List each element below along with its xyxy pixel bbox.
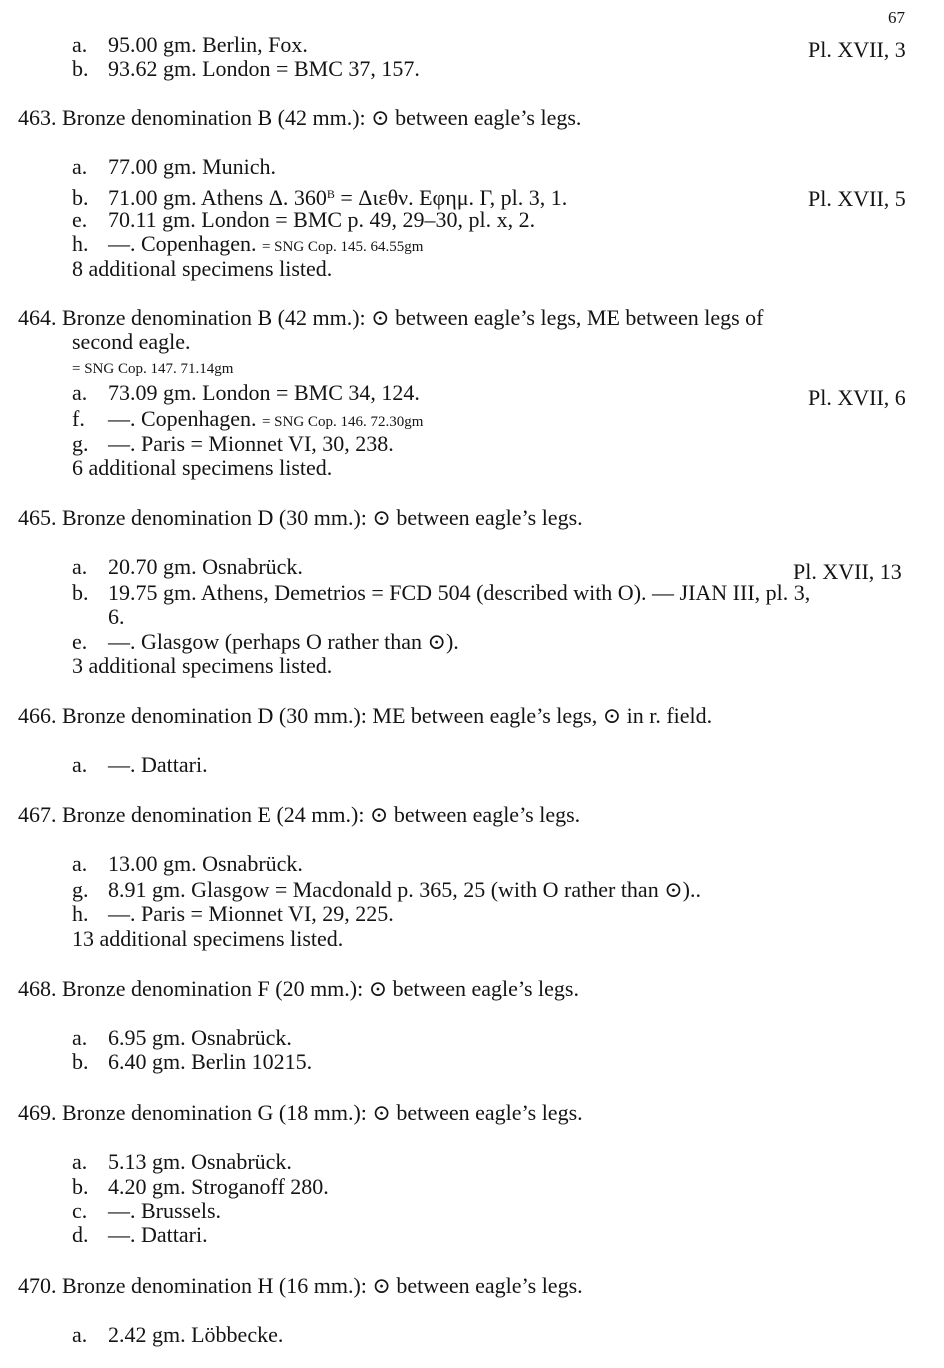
superscript: B: [326, 187, 335, 201]
entry-text: —. Copenhagen.: [108, 406, 257, 431]
page-number: 67: [888, 8, 905, 27]
entry-label: b.: [72, 1049, 89, 1074]
entry-label: a.: [72, 851, 88, 876]
entry: [72, 33, 308, 57]
entry: [72, 1199, 221, 1223]
catalog-number: 470.: [18, 1273, 57, 1298]
catalog-number: 464.: [18, 305, 57, 330]
heading-text: Bronze denomination G (18 mm.): ⊙ between eagle’s legs.: [62, 1100, 583, 1125]
entry-text: 95.00 gm. Berlin, Fox.: [108, 32, 308, 57]
sng-note: = SNG Cop. 147. 71.14gm: [72, 361, 234, 377]
entry-text: 71.00 gm. Athens Δ. 360: [108, 185, 327, 210]
entry: [72, 1175, 329, 1199]
plate-reference: Pl. XVII, 6: [808, 385, 906, 410]
entry: [72, 182, 567, 210]
entry-text: 70.11 gm. London = BMC p. 49, 29–30, pl. x, 2.: [108, 207, 536, 232]
entry: [72, 630, 459, 654]
entry-continuation: 6.: [108, 604, 125, 629]
entry: [72, 878, 701, 902]
entry-label: a.: [72, 154, 88, 179]
heading-text: Bronze denomination E (24 mm.): ⊙ between eagle’s legs.: [62, 802, 581, 827]
entry-label: c.: [72, 1198, 88, 1223]
heading-text: Bronze denomination D (30 mm.): ΜΕ between eagle’s legs, ⊙ in r. field.: [62, 703, 713, 728]
entry-text: 93.62 gm. London = BMC 37, 157.: [108, 56, 420, 81]
entry-label: h.: [72, 901, 89, 926]
entry-text: 19.75 gm. Athens, Demetrios = FCD 504 (described with O). — JIAN III, pl. 3,: [108, 580, 811, 605]
plate-reference: Pl. XVII, 5: [808, 186, 906, 211]
entry-text: 13.00 gm. Osnabrück.: [108, 851, 303, 876]
catalog-heading: [18, 803, 580, 827]
entry-label: g.: [72, 877, 89, 902]
catalog-heading: [18, 306, 763, 330]
entry-text: 20.70 gm. Osnabrück.: [108, 554, 303, 579]
entry-label: g.: [72, 431, 89, 456]
entry-text: —. Dattari.: [108, 1222, 208, 1247]
catalog-heading: [18, 506, 583, 530]
entry-label: b.: [72, 185, 89, 210]
entry: [72, 208, 535, 232]
entry: [72, 232, 423, 259]
catalog-number: 463.: [18, 105, 57, 130]
entry-text: —. Dattari.: [108, 752, 208, 777]
heading-text: Bronze denomination F (20 mm.): ⊙ between eagle’s legs.: [62, 976, 579, 1001]
entry: [72, 155, 276, 179]
entry: [72, 852, 303, 876]
catalog-number: 468.: [18, 976, 57, 1001]
entry-text: —. Paris = Mionnet VI, 30, 238.: [108, 431, 394, 456]
heading-continuation: second eagle.: [72, 329, 191, 354]
entry: [72, 902, 394, 926]
entry: [72, 1323, 283, 1347]
catalog-number: 466.: [18, 703, 57, 728]
catalog-number: 469.: [18, 1100, 57, 1125]
entry-text: 2.42 gm. Löbbecke.: [108, 1322, 284, 1347]
entry-label: e.: [72, 629, 88, 654]
entry: [72, 581, 810, 605]
entry-label: a.: [72, 1322, 88, 1347]
entry-text: —. Copenhagen.: [108, 231, 257, 256]
entry: [72, 1026, 292, 1050]
additional-specimens: 13 additional specimens listed.: [72, 926, 344, 951]
entry-text: —. Brussels.: [108, 1198, 222, 1223]
heading-text: Bronze denomination B (42 mm.): ⊙ between eagle’s legs.: [62, 105, 582, 130]
entry-text-cont: = Διεθν. Εφημ. Γ, pl. 3, 1.: [334, 185, 568, 210]
heading-text: Bronze denomination B (42 mm.): ⊙ between eagle’s legs, ΜΕ between legs of: [62, 305, 764, 330]
entry-text: 77.00 gm. Munich.: [108, 154, 277, 179]
entry-label: a.: [72, 1149, 88, 1174]
entry-label: a.: [72, 752, 88, 777]
entry: [72, 555, 303, 579]
plate-reference: Pl. XVII, 13: [793, 559, 902, 584]
catalog-heading: [18, 1274, 583, 1298]
entry-text: —. Glasgow (perhaps O rather than ⊙).: [108, 629, 459, 654]
catalog-heading: [18, 1101, 583, 1125]
entry-label: a.: [72, 554, 88, 579]
catalog-heading: [18, 977, 579, 1001]
entry: [72, 1150, 292, 1174]
entry-label: b.: [72, 56, 89, 81]
entry-label: d.: [72, 1222, 89, 1247]
entry-label: a.: [72, 380, 88, 405]
additional-specimens: 8 additional specimens listed.: [72, 256, 333, 281]
entry-label: b.: [72, 1174, 89, 1199]
heading-text: Bronze denomination H (16 mm.): ⊙ between eagle’s legs.: [62, 1273, 583, 1298]
entry: [72, 57, 420, 81]
entry: [72, 1223, 208, 1247]
catalog-heading: [18, 704, 712, 728]
entry-text: 6.40 gm. Berlin 10215.: [108, 1049, 313, 1074]
catalog-number: 467.: [18, 802, 57, 827]
entry-label: a.: [72, 32, 88, 57]
sng-note: = SNG Cop. 145. 64.55gm: [261, 239, 424, 255]
entry: [72, 407, 423, 434]
entry-label: e.: [72, 207, 88, 232]
entry-text: 4.20 gm. Stroganoff 280.: [108, 1174, 329, 1199]
entry: [72, 432, 394, 456]
entry-label: a.: [72, 1025, 88, 1050]
additional-specimens: 6 additional specimens listed.: [72, 455, 333, 480]
entry-label: h.: [72, 231, 89, 256]
entry: [72, 753, 208, 777]
catalog-number: 465.: [18, 505, 57, 530]
entry: [72, 381, 420, 405]
entry-text: 8.91 gm. Glasgow = Macdonald p. 365, 25 (with O rather than ⊙)..: [108, 877, 701, 902]
additional-specimens: 3 additional specimens listed.: [72, 653, 333, 678]
entry: [72, 1050, 312, 1074]
sng-note: = SNG Cop. 146. 72.30gm: [261, 414, 424, 430]
entry-label: f.: [72, 406, 85, 431]
entry-text: 5.13 gm. Osnabrück.: [108, 1149, 292, 1174]
plate-reference: Pl. XVII, 3: [808, 37, 906, 62]
entry-label: b.: [72, 580, 89, 605]
catalog-heading: [18, 106, 581, 130]
heading-text: Bronze denomination D (30 mm.): ⊙ between eagle’s legs.: [62, 505, 583, 530]
entry-text: 73.09 gm. London = BMC 34, 124.: [108, 380, 420, 405]
entry-text: —. Paris = Mionnet VI, 29, 225.: [108, 901, 394, 926]
entry-text: 6.95 gm. Osnabrück.: [108, 1025, 292, 1050]
